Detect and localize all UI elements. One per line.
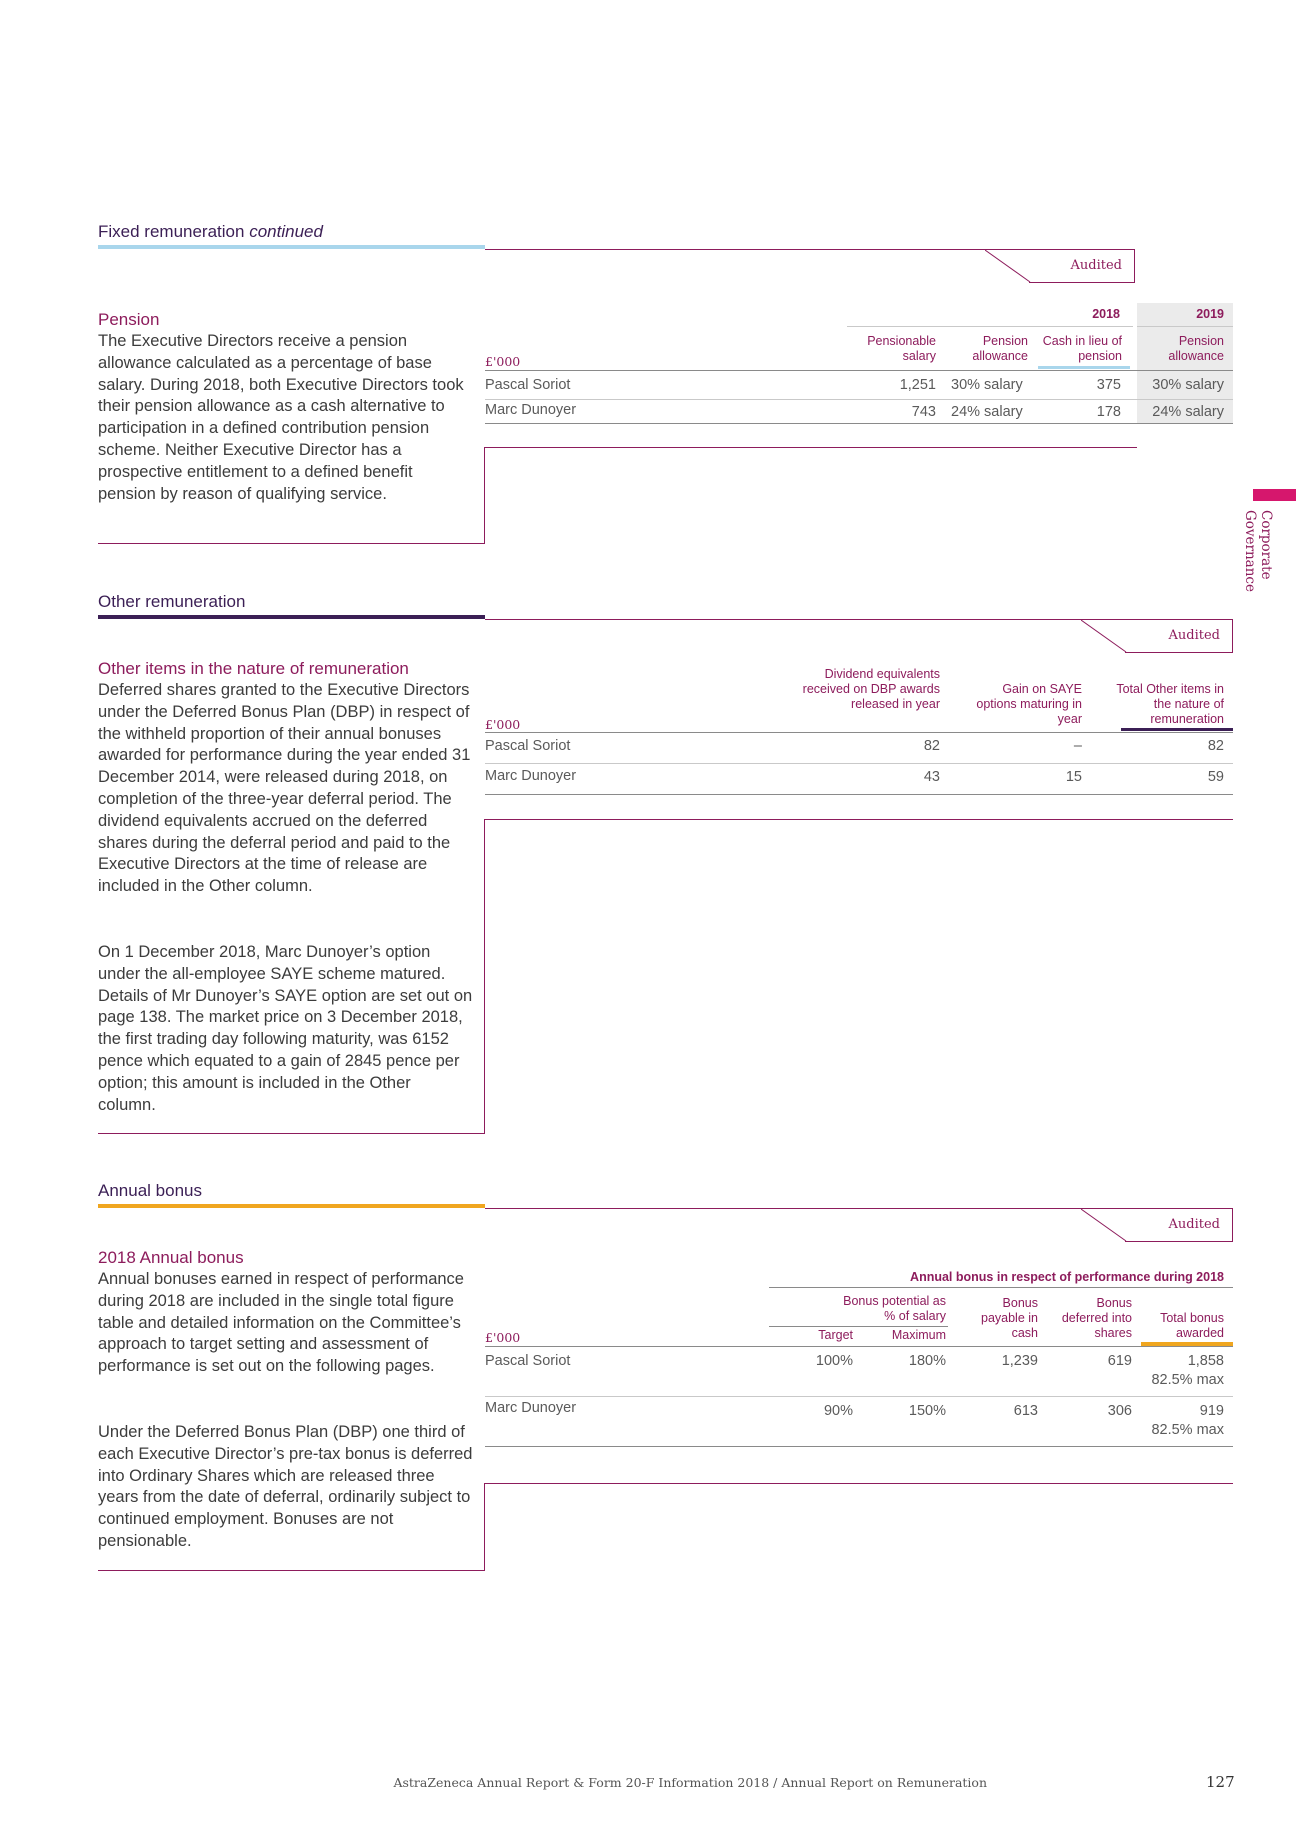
col-header-pensionable-salary: Pensionable salary bbox=[867, 334, 936, 363]
currency-label: £'000 bbox=[485, 354, 521, 369]
divider bbox=[485, 1446, 1233, 1447]
year-2019-label: 2019 bbox=[1196, 307, 1224, 321]
col-header-bonus-potential: Bonus potential as % of salary bbox=[843, 1294, 946, 1323]
divider bbox=[98, 543, 485, 544]
col-header-total-bonus: Total bonus awarded bbox=[1160, 1311, 1224, 1340]
cell-total: 59 bbox=[1207, 769, 1224, 785]
col-header-cash-in-lieu: Cash in lieu of pension bbox=[1042, 334, 1122, 363]
row-name: Pascal Soriot bbox=[485, 377, 571, 393]
cell-target: 90% bbox=[823, 1403, 853, 1419]
divider bbox=[485, 423, 1233, 424]
divider bbox=[484, 1483, 1233, 1484]
bonus-heading: 2018 Annual bonus bbox=[98, 1248, 244, 1267]
audited-badge: Audited bbox=[1029, 249, 1135, 283]
audited-badge: Audited bbox=[1125, 619, 1233, 653]
cell-dividend: 82 bbox=[923, 738, 940, 754]
divider bbox=[484, 819, 485, 1134]
cell-cash: 178 bbox=[1096, 404, 1121, 420]
col-header-total-other: Total Other items in the nature of remuneration bbox=[1116, 682, 1224, 726]
divider bbox=[98, 1133, 485, 1134]
section-title-other-remuneration: Other remuneration bbox=[98, 592, 246, 611]
footer-text: AstraZeneca Annual Report & Form 20-F Information 2018 / Annual Report on Remuneration bbox=[393, 1775, 987, 1790]
cell-gain: 15 bbox=[1065, 769, 1082, 785]
year-2018-label: 2018 bbox=[1092, 307, 1120, 321]
row-name: Marc Dunoyer bbox=[485, 1400, 577, 1416]
bonus-body-1: Annual bonuses earned in respect of performance during 2018 are included in the single total figure table and detailed information on the Committee’s approach to target setting and assessment of performance is set out on the following pages. bbox=[98, 1270, 464, 1376]
divider bbox=[98, 1570, 485, 1571]
cell-total: 919 bbox=[1199, 1403, 1224, 1419]
divider bbox=[484, 447, 1137, 448]
group-header: Annual bonus in respect of performance during 2018 bbox=[910, 1270, 1224, 1284]
divider bbox=[485, 249, 1029, 250]
divider bbox=[485, 1208, 1125, 1209]
pension-body: The Executive Directors receive a pension allowance calculated as a percentage of base salary. During 2018, both Executive Directors took their pension allowance as a cash alternative to participation in a defined contribution pension scheme. Neither Executive Director has a prospective entitlement to a defined benefit pension by reason of qualifying service. bbox=[98, 332, 464, 503]
divider bbox=[485, 370, 1233, 371]
divider bbox=[485, 794, 1233, 795]
column-accent-bar bbox=[1121, 728, 1233, 731]
currency-label: £'000 bbox=[485, 717, 521, 732]
divider bbox=[485, 1396, 1233, 1397]
section-title-annual-bonus: Annual bonus bbox=[98, 1181, 202, 1200]
section-bar-gold bbox=[98, 1204, 485, 1208]
divider bbox=[485, 732, 1233, 733]
divider bbox=[484, 447, 485, 544]
col-header-bonus-cash: Bonus payable in cash bbox=[981, 1296, 1038, 1340]
col-header-saye-gain: Gain on SAYE options maturing in year bbox=[976, 682, 1082, 726]
column-accent-bar bbox=[1038, 366, 1130, 369]
divider bbox=[484, 819, 1233, 820]
cell-salary: 1,251 bbox=[899, 377, 936, 393]
cell-cash: 375 bbox=[1096, 377, 1121, 393]
page-number: 127 bbox=[1206, 1773, 1235, 1791]
section-bar-navy bbox=[98, 615, 485, 619]
row-name: Pascal Soriot bbox=[485, 1353, 571, 1369]
pension-heading: Pension bbox=[98, 310, 160, 329]
section-bar-light-blue bbox=[98, 245, 485, 249]
cell-cash: 613 bbox=[1013, 1403, 1038, 1419]
col-header-bonus-deferred: Bonus deferred into shares bbox=[1061, 1296, 1132, 1340]
divider bbox=[485, 763, 1233, 764]
section-tab-marker bbox=[1253, 489, 1296, 501]
divider bbox=[769, 1326, 948, 1327]
divider bbox=[485, 399, 1233, 400]
cell-cash: 1,239 bbox=[1001, 1353, 1038, 1369]
cell-dividend: 43 bbox=[923, 769, 940, 785]
cell-total: 1,858 bbox=[1187, 1353, 1224, 1369]
cell-allowance: 30% salary bbox=[951, 377, 1023, 393]
row-name: Marc Dunoyer bbox=[485, 402, 577, 418]
cell-salary: 743 bbox=[911, 404, 936, 420]
bonus-body-2: Under the Deferred Bonus Plan (DBP) one third of each Executive Director’s pre-tax bonus is deferred into Ordinary Shares which are released three years from the date of deferral, ordinarily subject to continued employment. Bonuses are not pensionable. bbox=[98, 1423, 473, 1550]
divider bbox=[485, 619, 1125, 620]
cell-deferred: 619 bbox=[1107, 1353, 1132, 1369]
row-name: Marc Dunoyer bbox=[485, 768, 577, 784]
cell-total: 82 bbox=[1207, 738, 1224, 754]
sidebar-section-label: Corporate Governance bbox=[1242, 510, 1274, 592]
divider bbox=[769, 1287, 1233, 1288]
audited-badge: Audited bbox=[1125, 1208, 1233, 1242]
cell-pct-max: 82.5% max bbox=[1151, 1372, 1224, 1388]
cell-pct-max: 82.5% max bbox=[1151, 1422, 1224, 1438]
col-header-pension-allowance: Pension allowance bbox=[972, 334, 1028, 363]
row-name: Pascal Soriot bbox=[485, 738, 571, 754]
cell-maximum: 180% bbox=[908, 1353, 946, 1369]
other-heading: Other items in the nature of remuneration bbox=[98, 659, 409, 678]
divider bbox=[484, 1483, 485, 1571]
currency-label: £'000 bbox=[485, 1330, 521, 1345]
cell-maximum: 150% bbox=[908, 1403, 946, 1419]
cell-allowance-2019: 24% salary bbox=[1152, 404, 1224, 420]
col-header-dividend: Dividend equivalents received on DBP awards released in year bbox=[802, 667, 940, 711]
other-body-1: Deferred shares granted to the Executive Directors under the Deferred Bonus Plan (DBP) in respect of the withheld proportion of their annual bonuses awarded for performance during the year ended 31 December 2014, were released during 2018, on completion of the three-year deferral period. The dividend equivalents accrued on the deferred shares during the deferral period and paid to the Executive Directors at the time of release are included in the Other column. bbox=[98, 681, 471, 896]
other-body-2: On 1 December 2018, Marc Dunoyer’s option under the all-employee SAYE scheme matured. Details of Mr Dunoyer’s SAYE option are set out on page 138. The market price on 3 December 2018, the first trading day following maturity, was 6152 pence which equated to a gain of 2845 pence per option; this amount is included in the Other column. bbox=[98, 943, 473, 1114]
col-header-maximum: Maximum bbox=[891, 1328, 946, 1342]
cell-gain: – bbox=[1073, 738, 1082, 754]
cell-target: 100% bbox=[815, 1353, 853, 1369]
divider bbox=[485, 1346, 1233, 1347]
cell-allowance: 24% salary bbox=[951, 404, 1023, 420]
divider bbox=[847, 326, 1133, 327]
col-header-target: Target bbox=[818, 1328, 853, 1342]
cell-deferred: 306 bbox=[1107, 1403, 1132, 1419]
col-header-pension-allowance-2019: Pension allowance bbox=[1168, 334, 1224, 363]
cell-allowance-2019: 30% salary bbox=[1152, 377, 1224, 393]
section-title-fixed-remuneration: Fixed remuneration continued bbox=[98, 222, 323, 241]
divider bbox=[1137, 326, 1233, 327]
